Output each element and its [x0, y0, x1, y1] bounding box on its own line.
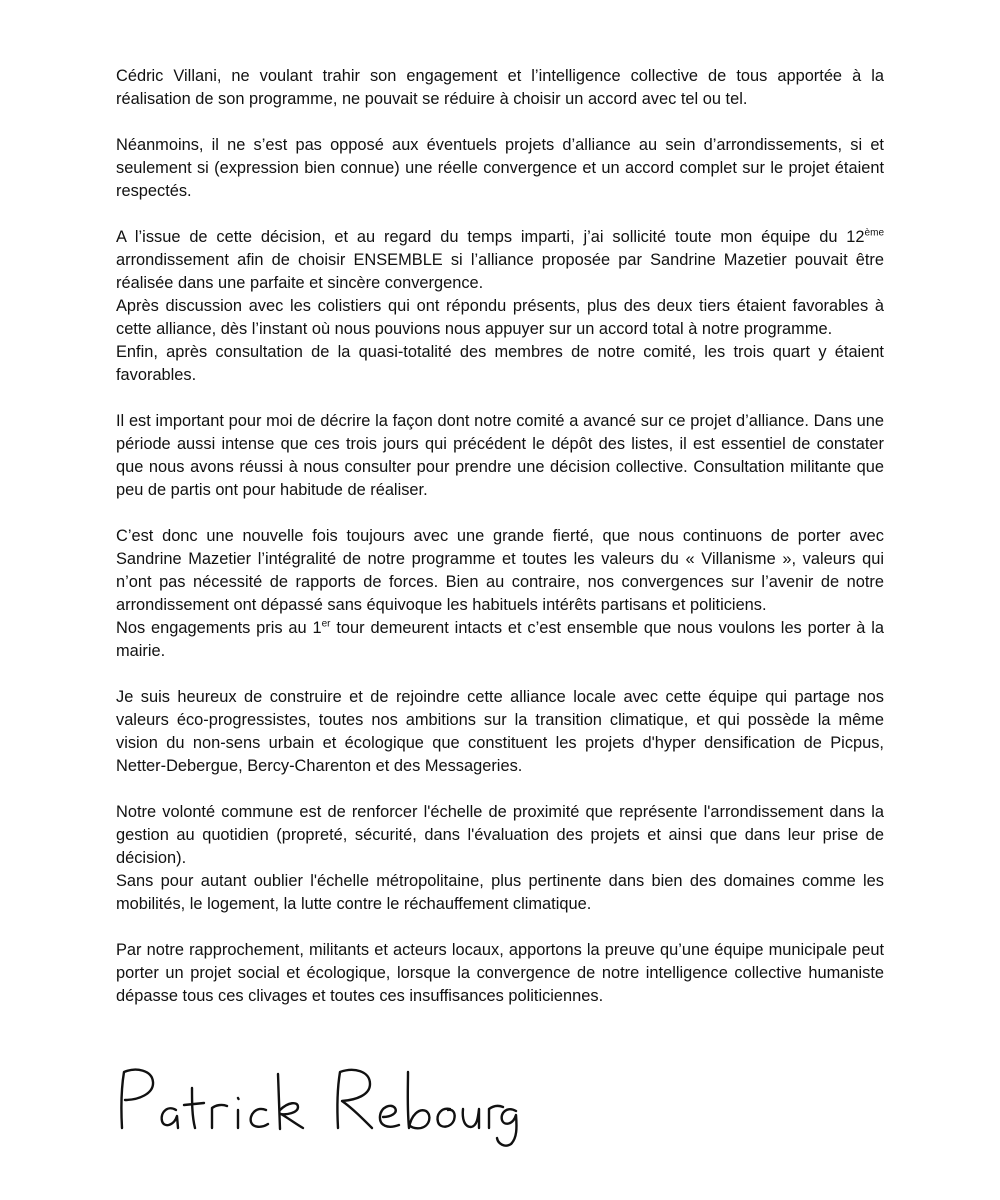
- paragraph-3-superscript: ème: [864, 227, 884, 239]
- paragraph-5-line-1: C’est donc une nouvelle fois toujours avec une grande fierté, que nous continuons de porter avec Sandrine Mazetier l’intégralité de notre programme et toutes les valeurs du « Villanisme », valeurs qui n’ont pas nécessité de rapports de forces. Bien au contraire, nos convergences sur l’avenir de notre arrondissement ont dépassé sans équivoque les habituels intérêts partisans et politiciens.: [116, 527, 884, 614]
- paragraph-5: [116, 525, 884, 663]
- paragraph-3-text-before: A l’issue de cette décision, et au regard du temps imparti, j’ai sollicité toute mon équipe du 12: [116, 228, 865, 246]
- paragraph-7-line-1: Notre volonté commune est de renforcer l'échelle de proximité que représente l'arrondissement dans la gestion au quotidien (propreté, sécurité, dans l'évaluation des projets et ainsi que dans leur prise de décision).: [116, 803, 884, 867]
- paragraph-3-text-after: arrondissement afin de choisir ENSEMBLE si l’alliance proposée par Sandrine Mazetier pouvait être réalisée dans une parfaite et sincère convergence.: [116, 251, 884, 292]
- paragraph-3-line-2: Après discussion avec les colistiers qui ont répondu présents, plus des deux tiers étaient favorables à cette alliance, dès l’instant où nous pouvions nous appuyer sur un accord total à notre programme.: [116, 297, 884, 338]
- handwritten-signature: [110, 1058, 520, 1148]
- paragraph-2: Néanmoins, il ne s’est pas opposé aux éventuels projets d’alliance au sein d’arrondissements, si et seulement si (expression bien connue) une réelle convergence et un accord complet sur le projet étaient respectés.: [116, 136, 884, 200]
- paragraph-3-line-1: [116, 226, 884, 295]
- paragraph-5-text-before: Nos engagements pris au 1: [116, 619, 322, 637]
- paragraph-5-line-2: [116, 617, 884, 663]
- paragraph-4: Il est important pour moi de décrire la façon dont notre comité a avancé sur ce projet d’alliance. Dans une période aussi intense que ces trois jours qui précédent le dépôt des listes, il est essentiel de constater que nous avons réussi à nous consulter pour prendre une décision collective. Consultation militante que peu de partis ont pour habitude de réaliser.: [116, 412, 884, 499]
- signature-drawing: [110, 1058, 520, 1148]
- letter-body: [116, 65, 884, 1031]
- paragraph-3-line-3: Enfin, après consultation de la quasi-totalité des membres de notre comité, les trois quart y étaient favorables.: [116, 343, 884, 384]
- paragraph-7: [116, 801, 884, 916]
- paragraph-3: [116, 226, 884, 387]
- paragraph-8: Par notre rapprochement, militants et acteurs locaux, apportons la preuve qu’une équipe municipale peut porter un projet social et écologique, lorsque la convergence de notre intelligence collective humaniste dépasse tous ces clivages et toutes ces insuffisances politiciennes.: [116, 941, 884, 1005]
- paragraph-1: Cédric Villani, ne voulant trahir son engagement et l’intelligence collective de tous apportée à la réalisation de son programme, ne pouvait se réduire à choisir un accord avec tel ou tel.: [116, 67, 884, 108]
- paragraph-5-text-after: tour demeurent intacts et c’est ensemble que nous voulons les porter à la mairie.: [116, 619, 884, 660]
- paragraph-6: Je suis heureux de construire et de rejoindre cette alliance locale avec cette équipe qui partage nos valeurs éco-progressistes, toutes nos ambitions sur la transition climatique, et qui possède la même vision du non-sens urbain et écologique que constituent les projets d'hyper densification de Picpus, Netter-Debergue, Bercy-Charenton et des Messageries.: [116, 688, 884, 775]
- paragraph-5-superscript: er: [321, 618, 331, 630]
- paragraph-7-line-2: Sans pour autant oublier l'échelle métropolitaine, plus pertinente dans bien des domaines comme les mobilités, le logement, la lutte contre le réchauffement climatique.: [116, 872, 884, 913]
